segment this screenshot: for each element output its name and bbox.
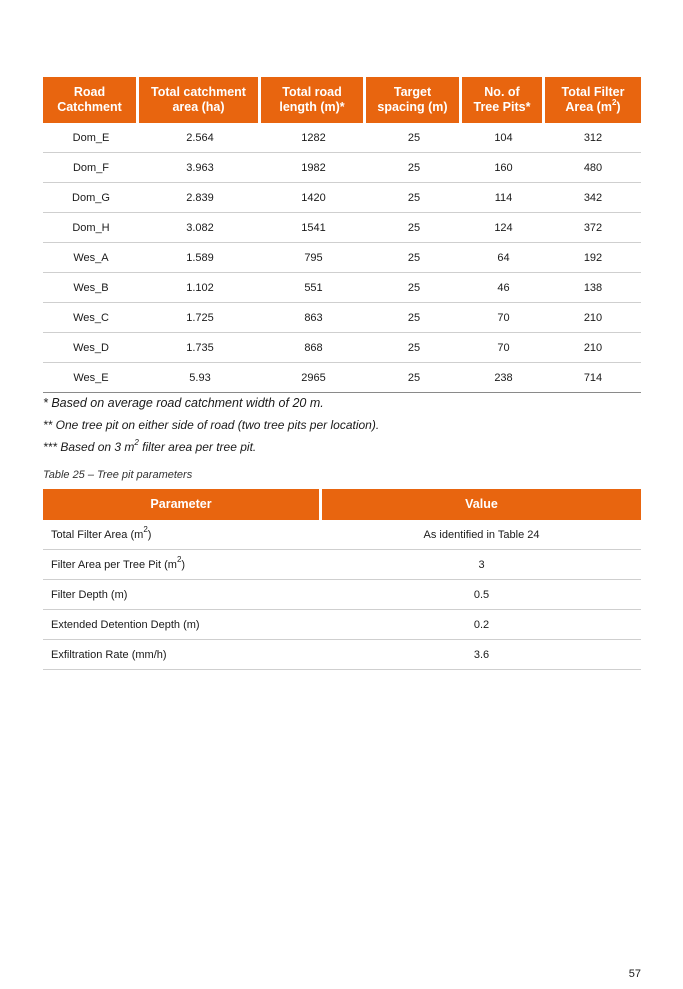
header-total-road-length: Total road length (m)* — [261, 77, 366, 123]
cell-target-spacing: 25 — [366, 243, 462, 273]
table-row — [43, 213, 641, 243]
cell-tree-pits: 160 — [462, 153, 545, 183]
cell-road-catchment: Dom_F — [43, 153, 139, 183]
cell-tree-pits: 114 — [462, 183, 545, 213]
footnote-road-width: * Based on average road catchment width of 20 m. — [43, 396, 324, 410]
header-value: Value — [322, 489, 641, 520]
cell-value: 3 — [322, 550, 641, 580]
cell-target-spacing: 25 — [366, 333, 462, 363]
cell-catchment-area: 3.963 — [139, 153, 261, 183]
table-row — [43, 273, 641, 303]
tree-pit-parameters-table — [43, 489, 641, 670]
cell-parameter: Total Filter Area $(m^2)$ — [43, 520, 322, 550]
header-parameter: Parameter — [43, 489, 322, 520]
cell-filter-area: 138 — [545, 273, 641, 303]
table-row — [43, 550, 641, 580]
table-row — [43, 333, 641, 363]
cell-parameter: Exfiltration Rate (mm/h) — [43, 640, 322, 670]
table-header-row — [43, 77, 641, 123]
cell-target-spacing: 25 — [366, 363, 462, 393]
header-target-spacing: Target spacing (m) — [366, 77, 462, 123]
cell-target-spacing: 25 — [366, 303, 462, 333]
cell-tree-pits: 70 — [462, 333, 545, 363]
cell-road-length: 1982 — [261, 153, 366, 183]
cell-catchment-area: 1.725 — [139, 303, 261, 333]
cell-tree-pits: 124 — [462, 213, 545, 243]
cell-catchment-area: 3.082 — [139, 213, 261, 243]
header-total-catchment-area: Total catchment area (ha) — [139, 77, 261, 123]
cell-tree-pits: 46 — [462, 273, 545, 303]
cell-value: 0.5 — [322, 580, 641, 610]
cell-road-length: 868 — [261, 333, 366, 363]
cell-filter-area: 480 — [545, 153, 641, 183]
table-caption: Table 25 – Tree pit parameters — [43, 469, 193, 481]
cell-road-catchment: Dom_G — [43, 183, 139, 213]
cell-road-catchment: Wes_C — [43, 303, 139, 333]
cell-road-catchment: Dom_E — [43, 123, 139, 153]
cell-value: 0.2 — [322, 610, 641, 640]
header-no-of-tree-pits: No. of Tree Pits* — [462, 77, 545, 123]
catchment-tree-pit-table — [43, 77, 641, 393]
page-number: 57 — [628, 968, 641, 980]
table-row — [43, 520, 641, 550]
cell-parameter: Filter Area per Tree Pit $(m^2)$ — [43, 550, 322, 580]
cell-target-spacing: 25 — [366, 183, 462, 213]
cell-road-catchment: Wes_D — [43, 333, 139, 363]
table-row — [43, 610, 641, 640]
header-road-catchment: Road Catchment — [43, 77, 139, 123]
cell-road-catchment: Wes_B — [43, 273, 139, 303]
table-row — [43, 153, 641, 183]
cell-value: 3.6 — [322, 640, 641, 670]
cell-filter-area: 372 — [545, 213, 641, 243]
cell-target-spacing: 25 — [366, 123, 462, 153]
cell-catchment-area: 1.735 — [139, 333, 261, 363]
footnote-filter-area: *** Based on 3 $m^2$ filter area per tree pit. — [43, 438, 257, 454]
cell-filter-area: 312 — [545, 123, 641, 153]
cell-road-length: 1420 — [261, 183, 366, 213]
table-row — [43, 363, 641, 393]
cell-road-catchment: Wes_E — [43, 363, 139, 393]
footnote-tree-pit-sides: ** One tree pit on either side of road (two tree pits per location). — [43, 418, 380, 432]
cell-road-catchment: Wes_A — [43, 243, 139, 273]
cell-catchment-area: 1.589 — [139, 243, 261, 273]
cell-road-length: 551 — [261, 273, 366, 303]
cell-target-spacing: 25 — [366, 153, 462, 183]
cell-filter-area: 192 — [545, 243, 641, 273]
cell-tree-pits: 238 — [462, 363, 545, 393]
cell-parameter: Extended Detention Depth (m) — [43, 610, 322, 640]
table-row — [43, 243, 641, 273]
cell-target-spacing: 25 — [366, 273, 462, 303]
cell-target-spacing: 25 — [366, 213, 462, 243]
cell-value: As identified in Table 24 — [322, 520, 641, 550]
header-total-filter-area: Total Filter Area $(m^2)$ — [545, 77, 641, 123]
cell-catchment-area: 5.93 — [139, 363, 261, 393]
cell-road-length: 2965 — [261, 363, 366, 393]
table-row — [43, 640, 641, 670]
cell-filter-area: 210 — [545, 303, 641, 333]
cell-road-length: 1282 — [261, 123, 366, 153]
cell-road-length: 863 — [261, 303, 366, 333]
cell-filter-area: 210 — [545, 333, 641, 363]
table-row — [43, 580, 641, 610]
table-row — [43, 123, 641, 153]
table-header-row — [43, 489, 641, 520]
cell-catchment-area: 2.839 — [139, 183, 261, 213]
table-row — [43, 303, 641, 333]
table-row — [43, 183, 641, 213]
cell-filter-area: 342 — [545, 183, 641, 213]
cell-catchment-area: 2.564 — [139, 123, 261, 153]
cell-road-catchment: Dom_H — [43, 213, 139, 243]
cell-tree-pits: 104 — [462, 123, 545, 153]
cell-tree-pits: 64 — [462, 243, 545, 273]
cell-road-length: 795 — [261, 243, 366, 273]
cell-parameter: Filter Depth (m) — [43, 580, 322, 610]
cell-tree-pits: 70 — [462, 303, 545, 333]
cell-catchment-area: 1.102 — [139, 273, 261, 303]
cell-filter-area: 714 — [545, 363, 641, 393]
cell-road-length: 1541 — [261, 213, 366, 243]
